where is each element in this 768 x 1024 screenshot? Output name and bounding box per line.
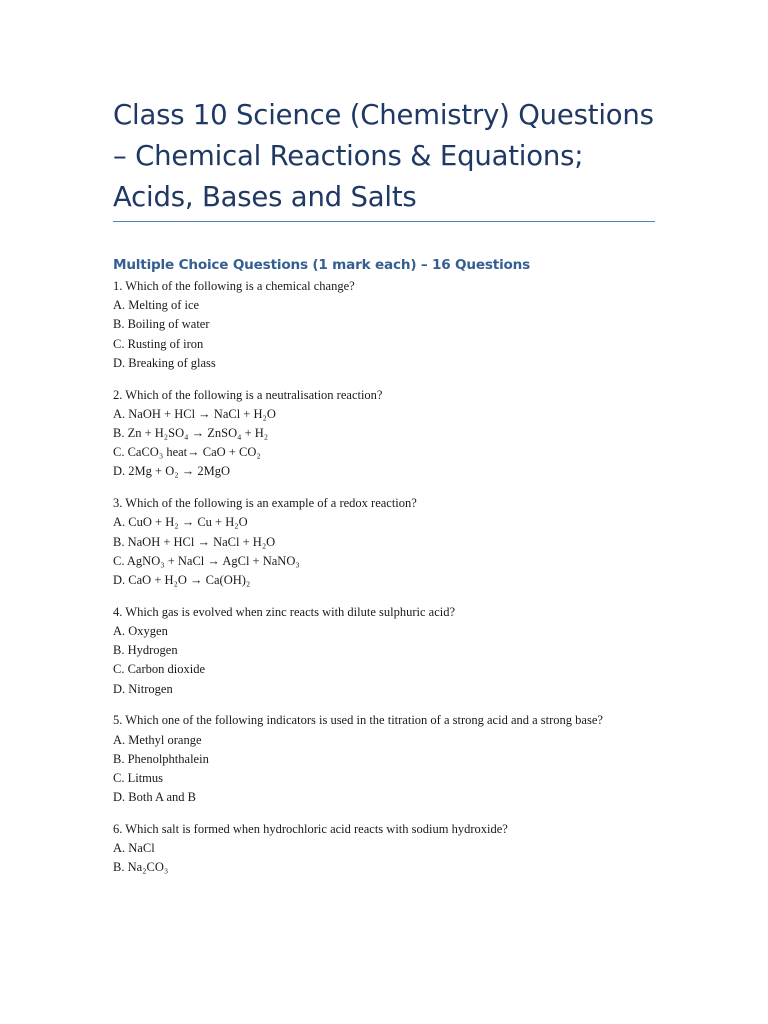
question-3 — [113, 494, 658, 590]
answer-option: C. CaCO₃ heat→ CaO + CO₂ — [113, 445, 261, 460]
answer-option: C. Carbon dioxide — [113, 662, 206, 677]
answer-option: B. Na₂CO₃ — [113, 860, 169, 875]
question-stem: 3. Which of the following is an example of a redox reaction? — [113, 496, 417, 511]
document-title — [113, 95, 673, 218]
answer-option: A. Oxygen — [113, 624, 168, 639]
question-stem: 4. Which gas is evolved when zinc reacts with dilute sulphuric acid? — [113, 604, 456, 619]
answer-option: D. 2Mg + O₂ → 2MgO — [113, 464, 230, 479]
question-list — [113, 277, 658, 890]
answer-option: B. Zn + H₂SO₄ → ZnSO₄ + H₂ — [113, 426, 269, 441]
question-6 — [113, 820, 658, 878]
question-4 — [113, 603, 658, 699]
answer-option: D. Breaking of glass — [113, 355, 216, 370]
question-5 — [113, 711, 658, 807]
answer-option: B. NaOH + HCl → NaCl + H₂O — [113, 534, 276, 549]
title-divider — [113, 221, 655, 222]
answer-option: C. AgNO₃ + NaCl → AgCl + NaNO₃ — [113, 553, 300, 568]
answer-option: B. Phenolphthalein — [113, 751, 209, 766]
answer-option: A. CuO + H₂ → Cu + H₂O — [113, 515, 248, 530]
question-stem: 1. Which of the following is a chemical change? — [113, 279, 355, 293]
answer-option: C. Litmus — [113, 771, 164, 786]
answer-option: B. Hydrogen — [113, 643, 178, 658]
title-line: Class 10 Science (Chemistry) Questions — [113, 99, 654, 131]
question-stem: 6. Which salt is formed when hydrochloric acid reacts with sodium hydroxide? — [113, 822, 508, 837]
answer-option: B. Boiling of water — [113, 317, 210, 332]
answer-option: A. Methyl orange — [113, 732, 202, 747]
question-1 — [113, 277, 658, 373]
question-stem: 2. Which of the following is a neutralisation reaction? — [113, 387, 383, 402]
question-2 — [113, 386, 658, 482]
answer-option: D. Both A and B — [113, 790, 196, 805]
answer-option: A. NaOH + HCl → NaCl + H₂O — [113, 406, 276, 421]
answer-option: D. CaO + H₂O → Ca(OH)₂ — [113, 573, 251, 588]
section-heading: Multiple Choice Questions (1 mark each) – 16 Questions — [113, 257, 531, 273]
answer-option: D. Nitrogen — [113, 681, 173, 696]
title-line: – Chemical Reactions & Equations; — [113, 140, 584, 172]
question-stem: 5. Which one of the following indicators is used in the titration of a strong acid and a strong base? — [113, 713, 603, 728]
answer-option: A. NaCl — [113, 841, 155, 856]
answer-option: A. Melting of ice — [113, 298, 200, 313]
answer-option: C. Rusting of iron — [113, 336, 204, 351]
title-line: Acids, Bases and Salts — [113, 181, 417, 213]
